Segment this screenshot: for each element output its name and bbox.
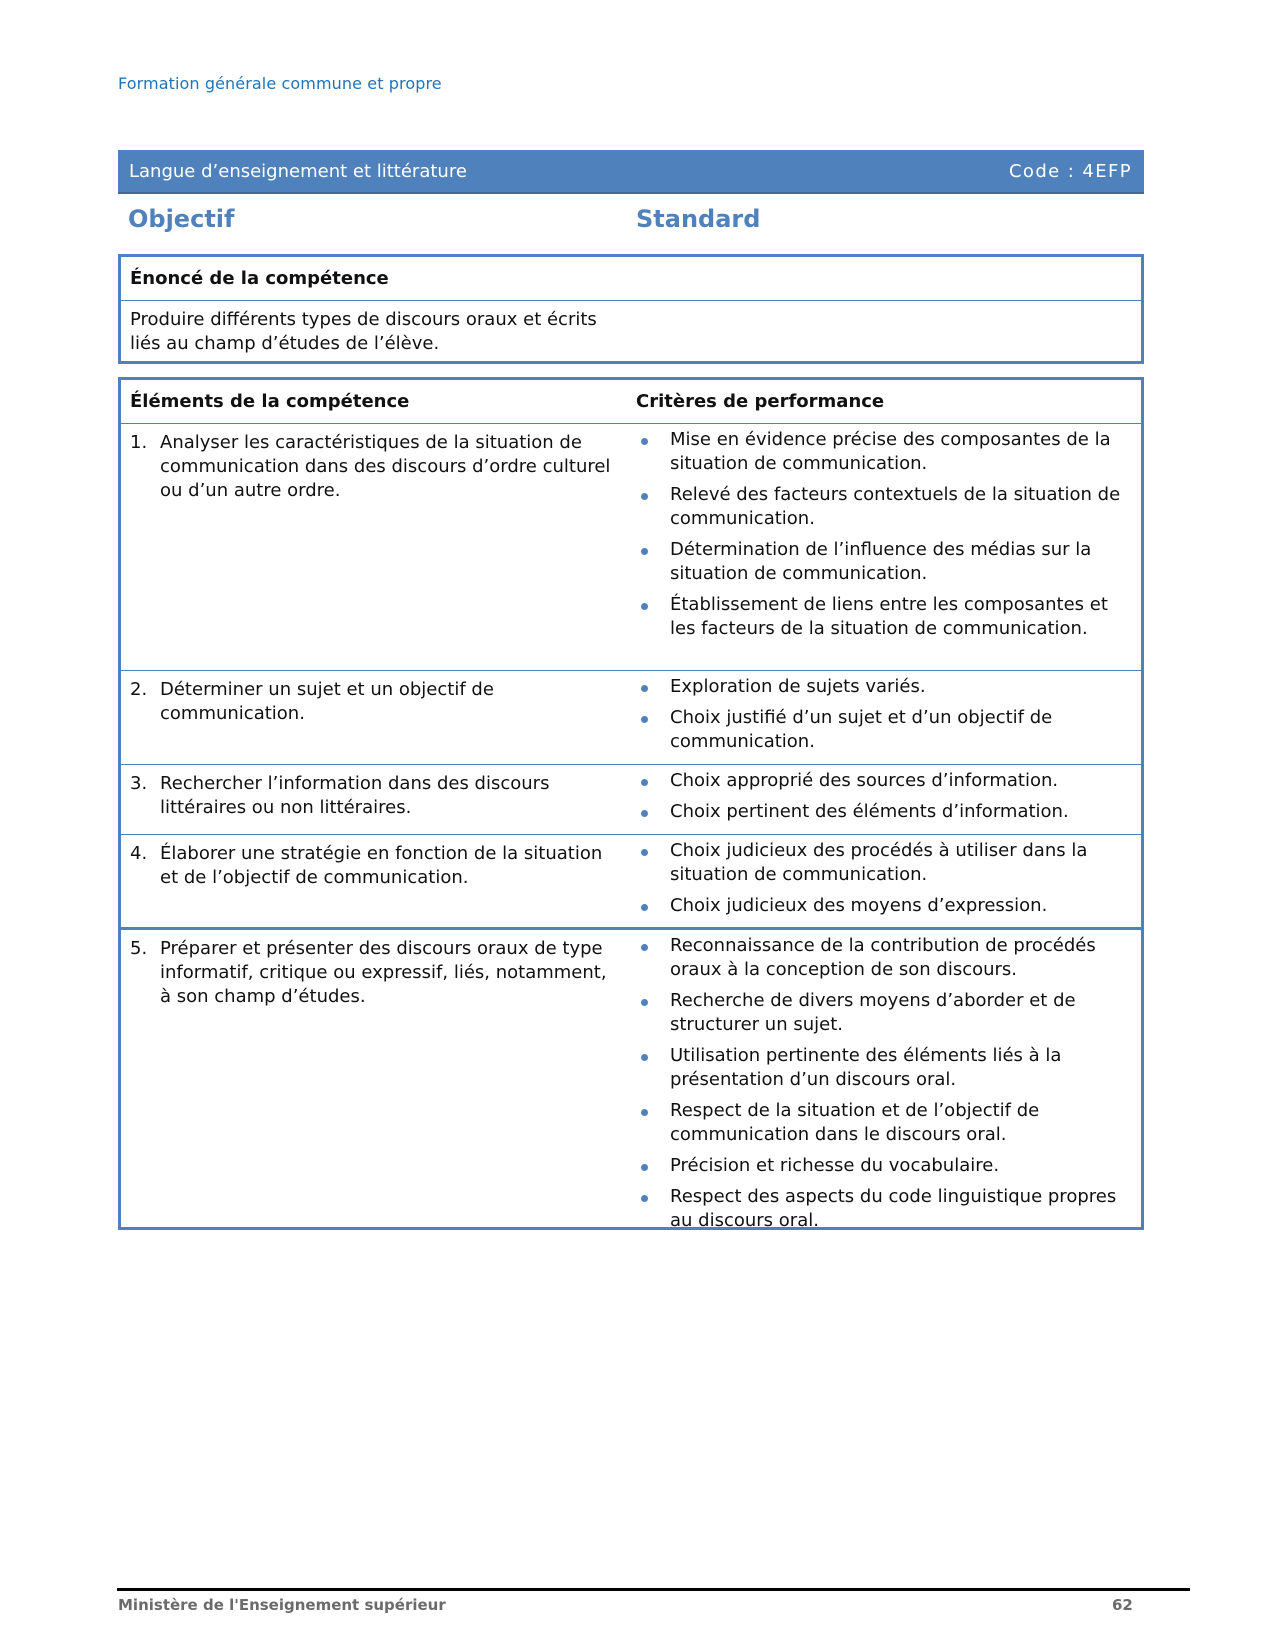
performance-criteria-list	[636, 769, 1126, 831]
table-row	[121, 671, 1141, 765]
criterion-text: Reconnaissance de la contribution de procédés oraux à la conception de son discours.	[670, 935, 1096, 980]
running-header: Formation générale commune et propre	[118, 74, 442, 93]
standard-heading: Standard	[636, 205, 761, 233]
criterion-item	[636, 483, 1126, 531]
bullet-icon	[641, 1109, 648, 1116]
performance-criteria-list	[636, 839, 1126, 925]
criterion-text: Choix approprié des sources d’information.	[670, 770, 1059, 791]
criterion-text: Respect des aspects du code linguistique propres au discours oral.	[670, 1186, 1117, 1231]
element-text: Préparer et présenter des discours oraux de type informatif, critique ou expressif, liés, notamment, à son champ d’études.	[160, 938, 607, 1007]
element-text: Rechercher l’information dans des discours littéraires ou non littéraires.	[160, 773, 550, 818]
criterion-item	[636, 934, 1126, 982]
criterion-text: Établissement de liens entre les composantes et les facteurs de la situation de communication.	[670, 594, 1108, 639]
bullet-icon	[641, 548, 648, 555]
element-text: Élaborer une stratégie en fonction de la situation et de l’objectif de communication.	[160, 843, 603, 888]
criterion-item	[636, 675, 1126, 699]
competency-element	[130, 842, 620, 890]
competency-element	[130, 772, 620, 820]
bullet-icon	[641, 944, 648, 951]
criterion-item	[636, 1099, 1126, 1147]
bullet-icon	[641, 999, 648, 1006]
competency-element	[130, 431, 620, 503]
criterion-text: Choix judicieux des moyens d’expression.	[670, 895, 1048, 916]
bullet-icon	[641, 1054, 648, 1061]
elements-column-header: Éléments de la compétence	[130, 391, 410, 412]
element-number: 2.	[130, 679, 148, 700]
element-text: Analyser les caractéristiques de la situation de communication dans des discours d’ordre culturel ou d’un autre ordre.	[160, 432, 611, 501]
criteria-column-header: Critères de performance	[636, 391, 885, 412]
criterion-text: Respect de la situation et de l’objectif de communication dans le discours oral.	[670, 1100, 1040, 1145]
section-subheads	[128, 205, 1138, 241]
criterion-text: Relevé des facteurs contextuels de la situation de communication.	[670, 484, 1121, 529]
element-number: 4.	[130, 843, 148, 864]
performance-criteria-list	[636, 675, 1126, 761]
bullet-icon	[641, 716, 648, 723]
criterion-item	[636, 839, 1126, 887]
course-title: Langue d’enseignement et littérature	[129, 160, 467, 182]
criterion-item	[636, 769, 1126, 793]
bullet-icon	[641, 438, 648, 445]
criterion-item	[636, 989, 1126, 1037]
competency-elements-table	[118, 377, 1144, 1230]
course-banner	[118, 150, 1144, 192]
competency-statement-box	[118, 254, 1144, 364]
bullet-icon	[641, 1195, 648, 1202]
criterion-item	[636, 706, 1126, 754]
bullet-icon	[641, 779, 648, 786]
table-header	[121, 380, 1141, 424]
competency-element	[130, 678, 620, 726]
criterion-text: Exploration de sujets variés.	[670, 676, 926, 697]
table-row	[121, 765, 1141, 835]
table-row	[121, 835, 1141, 930]
performance-criteria-list	[636, 934, 1126, 1240]
bullet-icon	[641, 603, 648, 610]
criterion-item	[636, 1154, 1126, 1178]
bullet-icon	[641, 849, 648, 856]
footer-publisher: Ministère de l'Enseignement supérieur	[118, 1596, 446, 1614]
criterion-text: Recherche de divers moyens d’aborder et de structurer un sujet.	[670, 990, 1076, 1035]
page-number: 62	[1112, 1596, 1133, 1614]
table-row	[121, 930, 1141, 1247]
table-row	[121, 424, 1141, 671]
criterion-text: Choix pertinent des éléments d’information.	[670, 801, 1069, 822]
criterion-text: Utilisation pertinente des éléments liés à la présentation d’un discours oral.	[670, 1045, 1062, 1090]
footer-rule	[117, 1588, 1190, 1591]
bullet-icon	[641, 685, 648, 692]
criterion-item	[636, 1185, 1126, 1233]
criterion-item	[636, 1044, 1126, 1092]
competency-element	[130, 937, 620, 1009]
criterion-item	[636, 593, 1126, 641]
element-number: 5.	[130, 938, 148, 959]
criterion-item	[636, 428, 1126, 476]
competency-statement-heading: Énoncé de la compétence	[121, 257, 1141, 301]
element-number: 1.	[130, 432, 148, 453]
performance-criteria-list	[636, 428, 1126, 648]
element-number: 3.	[130, 773, 148, 794]
bullet-icon	[641, 1164, 648, 1171]
table-body	[121, 424, 1141, 1247]
course-code: Code : 4EFP	[1008, 160, 1132, 182]
bullet-icon	[641, 493, 648, 500]
criterion-item	[636, 894, 1126, 918]
criterion-text: Détermination de l’influence des médias sur la situation de communication.	[670, 539, 1092, 584]
bullet-icon	[641, 810, 648, 817]
criterion-item	[636, 538, 1126, 586]
objective-heading: Objectif	[128, 205, 235, 233]
competency-statement-text: Produire différents types de discours oraux et écrits liés au champ d’études de l’élève.	[130, 309, 597, 354]
element-text: Déterminer un sujet et un objectif de communication.	[160, 679, 494, 724]
bullet-icon	[641, 904, 648, 911]
criterion-text: Mise en évidence précise des composantes de la situation de communication.	[670, 429, 1111, 474]
criterion-text: Choix justifié d’un sujet et d’un objectif de communication.	[670, 707, 1053, 752]
criterion-text: Précision et richesse du vocabulaire.	[670, 1155, 1000, 1176]
criterion-item	[636, 800, 1126, 824]
criterion-text: Choix judicieux des procédés à utiliser dans la situation de communication.	[670, 840, 1088, 885]
